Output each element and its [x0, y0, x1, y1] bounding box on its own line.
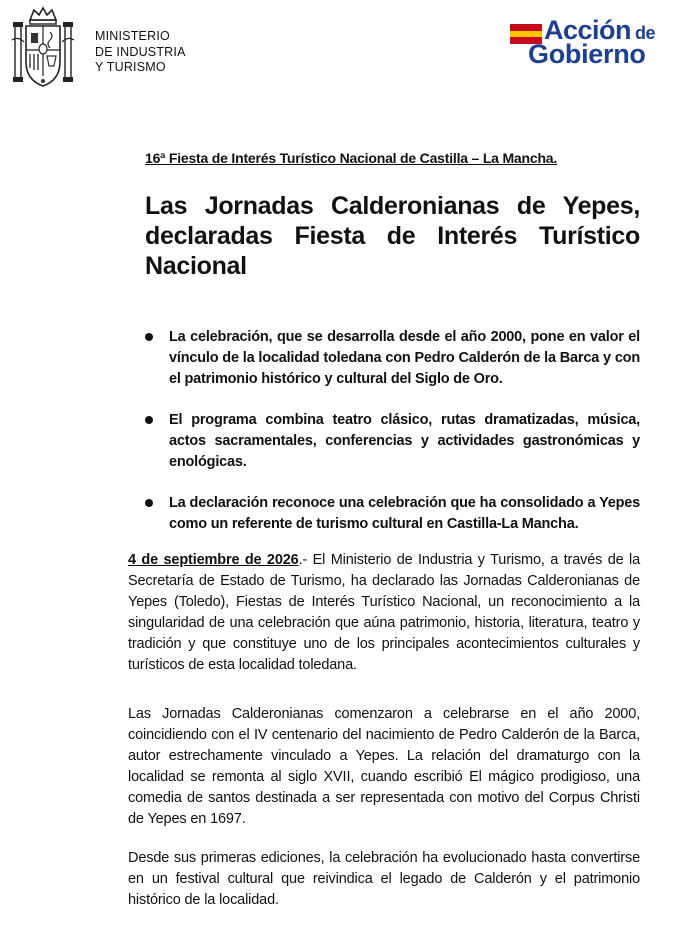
highlights-list — [145, 327, 640, 555]
ministry-line: Y TURISMO — [95, 60, 166, 74]
page-title: Las Jornadas Calderonianas de Yepes, declaradas Fiesta de Interés Turístico Nacional — [145, 192, 640, 280]
page-header — [0, 0, 695, 100]
body-paragraph-3 — [128, 848, 640, 911]
body-paragraph-2 — [128, 704, 640, 830]
subtitle: 16ª Fiesta de Interés Turístico Nacional de Castilla – La Mancha. — [145, 150, 558, 166]
paragraph-text: Las Jornadas Calderonianas comenzaron a celebrarse en el año 2000, coincidiendo con el IV centenario del nacimiento de Pedro Calderón de la Barca, autor estrechamente vinculado a Yepes. La relación del dramaturgo con la localidad se remonta al siglo XVII, cuando escribió El mágico prodigioso, una comedia de santos destinada a ser representada con motivo del Corpus Christi de Yepes en 1697. — [128, 706, 640, 827]
headline-block — [145, 150, 640, 281]
logo-word-de: de — [635, 23, 656, 43]
body-paragraph-1 — [128, 550, 640, 676]
bullet-icon — [145, 416, 153, 424]
ministry-name — [95, 29, 186, 76]
accion-de-gobierno-logo — [508, 15, 668, 70]
paragraph-text: .- El Ministerio de Industria y Turismo, a través de la Secretaría de Estado de Turismo, ha declarado las Jornadas Calderonianas de Yepes (Toledo), Fiestas de Interés Turístico Nacional, un reconocimiento a la singularidad de una celebración que aúna patrimonio, historia, literatura, teatro y tradición y que constituye uno de los principales acontecimientos culturales y turísticos de esta localidad toledana. — [128, 552, 640, 673]
logo-word-gobierno: Gobierno — [528, 39, 646, 69]
paragraph-text: Desde sus primeras ediciones, la celebración ha evolucionado hasta convertirse en un festival cultural que reivindica el legado de Calderón y el patrimonio histórico de la localidad. — [128, 850, 640, 908]
ministry-line: DE INDUSTRIA — [95, 44, 186, 59]
highlight-item: El programa combina teatro clásico, rutas dramatizadas, música, actos sacramentales, conferencias y actividades gastronómicas y enológicas. — [145, 410, 640, 473]
logo-word-accion: Acción de — [544, 15, 656, 45]
highlight-item: La celebración, que se desarrolla desde el año 2000, pone en valor el vínculo de la localidad toledana con Pedro Calderón de la Barca y con el patrimonio histórico y cultural del Siglo de Oro. — [145, 327, 640, 390]
highlight-item: La declaración reconoce una celebración que ha consolidado a Yepes como un referente de turismo cultural en Castilla-La Mancha. — [145, 493, 640, 535]
bullet-icon — [145, 333, 153, 341]
coat-of-arms-icon — [10, 6, 76, 90]
bullet-icon — [145, 499, 153, 507]
ministry-line: MINISTERIO — [95, 29, 170, 43]
dateline: 4 de septiembre de 2026 — [128, 552, 299, 568]
